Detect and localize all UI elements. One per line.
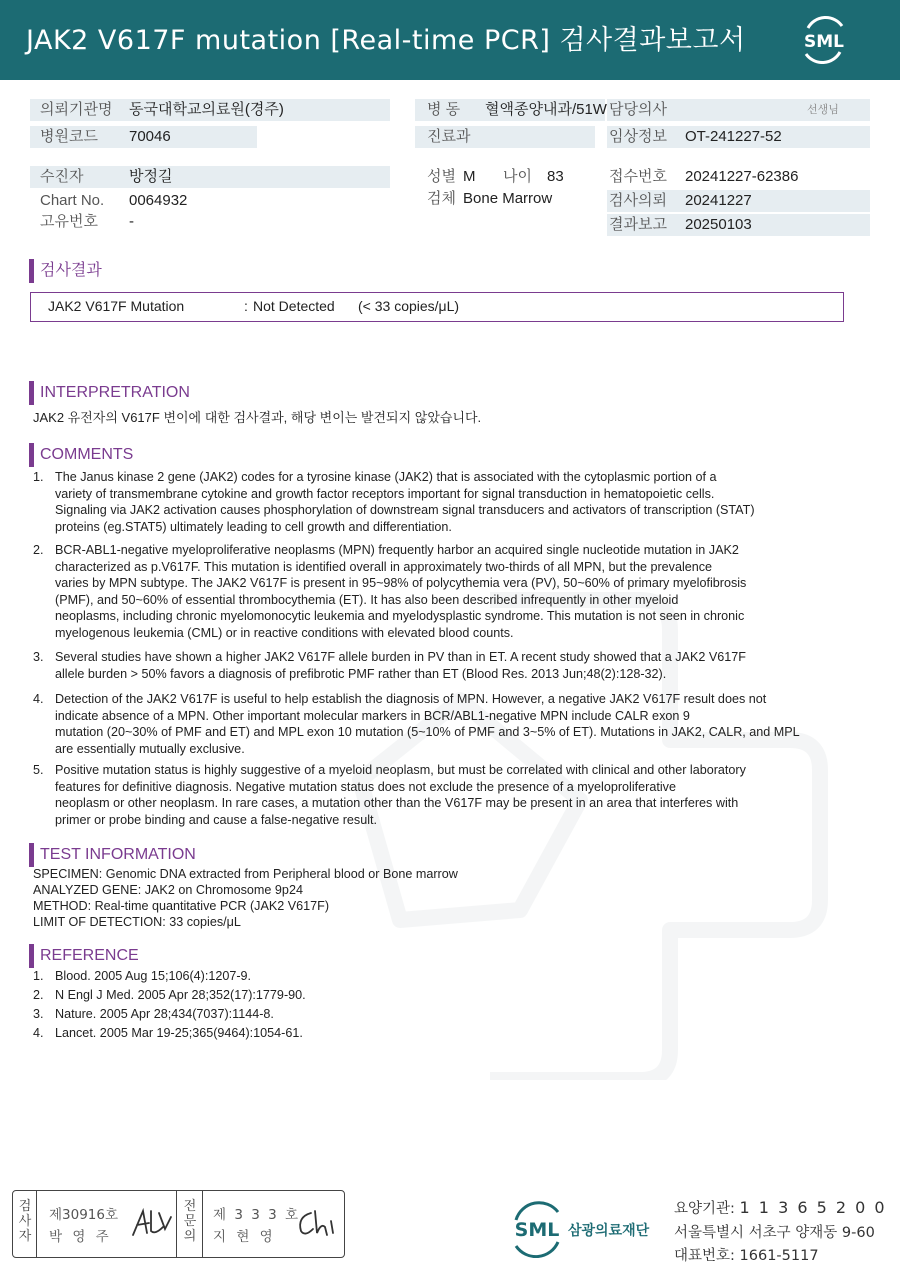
institution-value: 동국대학교의료원(경주) xyxy=(129,101,284,118)
sml-foundation-logo-icon xyxy=(510,1200,660,1258)
hospital-code-value: 70046 xyxy=(129,128,171,145)
receipt-no-value: 20241227-62386 xyxy=(685,168,799,185)
result-value: Not Detected xyxy=(253,298,335,314)
care-institution-line: 요양기관: 1 1 3 6 5 2 0 0 xyxy=(674,1198,887,1217)
hospital-code-field: 병원코드 70046 xyxy=(30,126,257,148)
ward-field: 병 동 혈액종양내과/51W xyxy=(415,99,605,121)
comment-item: 3. Several studies have shown a higher JAK2 V617F allele burden in PV than in ET. A recent study showed that a JAK2 V617F allele burden > 50% favors a diagnosis of prefibrotic PMF rather than ET (Blood Res. 2013 Jun;48(2):128-32). xyxy=(33,650,746,681)
request-date-field: 검사의뢰 20241227 xyxy=(607,190,870,212)
comment-item: 1. The Janus kinase 2 gene (JAK2) codes for a tyrosine kinase (JAK2) that is associated with the cytoplasmic portion of a variety of transmembrane cytokine and growth factor receptors important for signal transduction in hematopoietic cells. Signaling via JAK2 activation causes phosphorylation of downstream signal transducers and activators of transcription (STAT) proteins (eg.STAT5) ultimately leading to cell growth and differentiation. xyxy=(33,470,755,534)
comment-item: 4. Detection of the JAK2 V617F is useful to help establish the diagnosis of MPN. However, a negative JAK2 V617F result does not indicate absence of a MPN. Other important molecular markers in BCR/ABL1-negative MPN include CALR exon 9 mutation (20~30% of PMF and ET) and MPL exon 10 mutation (5~10% of PMF and 3~5% of ET). Mutations in JAK2, CALR, and MPL are essentially mutually exclusive. xyxy=(33,692,800,756)
result-section-title: 검사결과 xyxy=(29,259,102,283)
sex-age-field: 성별 M 나이 83 xyxy=(415,166,595,188)
result-box xyxy=(30,292,844,322)
footer-logo-text: SML xyxy=(514,1219,560,1241)
department-field: 진료과 xyxy=(415,126,595,148)
specialist-name: 지 현 영 xyxy=(213,1229,276,1245)
test-info-line: METHOD: Real-time quantitative PCR (JAK2 V617F) xyxy=(33,899,330,913)
reference-item: 2. N Engl J Med. 2005 Apr 28;352(17):1779-90. xyxy=(33,988,306,1002)
comments-title: COMMENTS xyxy=(29,443,133,467)
patient-field: 수진자 방정길 xyxy=(30,166,390,188)
test-info-title: TEST INFORMATION xyxy=(29,843,196,867)
specialist-license-no: 제 3 3 3 호 xyxy=(213,1207,301,1223)
doctor-suffix: 선생님 xyxy=(807,104,839,116)
header-logo-text: SML xyxy=(804,32,844,52)
report-title: JAK2 V617F mutation [Real-time PCR] 검사결과보고서 xyxy=(26,25,746,56)
reference-item: 1. Blood. 2005 Aug 15;106(4):1207-9. xyxy=(33,969,252,983)
signature-box xyxy=(12,1190,345,1258)
result-separator: : xyxy=(244,298,248,314)
report-header xyxy=(0,0,900,80)
specialist-role-label: 전 문 의 xyxy=(183,1199,197,1244)
test-info-line: SPECIMEN: Genomic DNA extracted from Peripheral blood or Bone marrow xyxy=(33,867,458,881)
phone-number: 1661-5117 xyxy=(739,1248,819,1264)
specimen-field: 검체 Bone Marrow xyxy=(415,188,595,210)
clinical-info-field: 임상정보 OT-241227-52 xyxy=(607,126,870,148)
comment-item: 2. BCR-ABL1-negative myeloproliferative neoplasms (MPN) frequently harbor an acquired single nucleotide mutation in JAK2 characterized as p.V617F. This mutation is identified overall in approximately two-thirds of all MPN, but the prevalence varies by MPN subtype. The JAK2 V617F is present in 95~98% of polycythemia vera (PV), 50~60% of primary myelofibrosis (PMF), and 50~60% of essential thrombocythemia (ET). It has also been described infrequently in other myeloid neoplasms, including chronic myelomonocytic leukemia and myelodysplastic syndrome. This mutation is not seen in chronic myelogenous leukemia (CML) or in reactive conditions with elevated blood counts. xyxy=(33,543,747,640)
reference-title: REFERENCE xyxy=(29,944,139,968)
test-info-line: LIMIT OF DETECTION: 33 copies/μL xyxy=(33,915,241,929)
chart-no-field: Chart No. 0064932 xyxy=(30,190,390,212)
specimen-value: Bone Marrow xyxy=(463,190,553,207)
footer-address: 서울특별시 서초구 양재동 9-60 xyxy=(674,1225,875,1241)
receipt-no-field: 접수번호 20241227-62386 xyxy=(607,166,870,188)
sex-value: M xyxy=(463,168,476,185)
interpretation-title: INTERPRETRATION xyxy=(29,381,190,405)
phone-line: 대표번호: 1661-5117 xyxy=(674,1248,819,1264)
age-value: 83 xyxy=(547,168,564,185)
report-date-value: 20250103 xyxy=(685,216,752,233)
patient-value: 방정길 xyxy=(129,168,173,185)
unique-no-value: - xyxy=(129,213,134,230)
reference-item: 3. Nature. 2005 Apr 28;434(7037):1144-8. xyxy=(33,1007,274,1021)
chart-no-value: 0064932 xyxy=(129,192,188,209)
unique-no-field: 고유번호 - xyxy=(30,211,390,233)
clinical-info-value: OT-241227-52 xyxy=(685,128,782,145)
test-info-line: ANALYZED GENE: JAK2 on Chromosome 9p24 xyxy=(33,883,303,897)
report-date-field: 결과보고 20250103 xyxy=(607,214,870,236)
institution-field: 의뢰기관명 동국대학교의료원(경주) xyxy=(30,99,390,121)
tester-signature-icon xyxy=(129,1205,173,1241)
tester-role-label: 검 사 자 xyxy=(18,1199,32,1244)
interpretation-text: JAK2 유전자의 V617F 변이에 대한 검사결과, 해당 변이는 발견되지 않았습니다. xyxy=(33,410,482,425)
result-test-name: JAK2 V617F Mutation xyxy=(48,298,185,314)
ward-value: 혈액종양내과/51W xyxy=(485,101,607,118)
tester-name: 박 영 주 xyxy=(49,1229,112,1245)
sml-logo-icon xyxy=(796,14,852,64)
specialist-signature-icon xyxy=(295,1207,339,1239)
comment-item: 5. Positive mutation status is highly suggestive of a myeloid neoplasm, but must be correlated with clinical and other laboratory features for definitive diagnosis. Negative mutation status does not exclude the presence of a myeloproliferative neoplasm or other neoplasm. In rare cases, a mutation other than the V617F may be present in an area that interferes with primer or probe binding and cause a false-negative result. xyxy=(33,763,746,827)
doctor-field: 담당의사 선생님 xyxy=(607,99,870,121)
care-institution-no: 1 1 3 6 5 2 0 0 xyxy=(739,1198,887,1217)
result-detail: (< 33 copies/μL) xyxy=(358,298,460,314)
reference-item: 4. Lancet. 2005 Mar 19-25;365(9464):1054-61. xyxy=(33,1026,303,1040)
footer-org-name: 삼광의료재단 xyxy=(568,1223,650,1239)
request-date-value: 20241227 xyxy=(685,192,752,209)
tester-license-no: 제30916호 xyxy=(49,1207,119,1223)
